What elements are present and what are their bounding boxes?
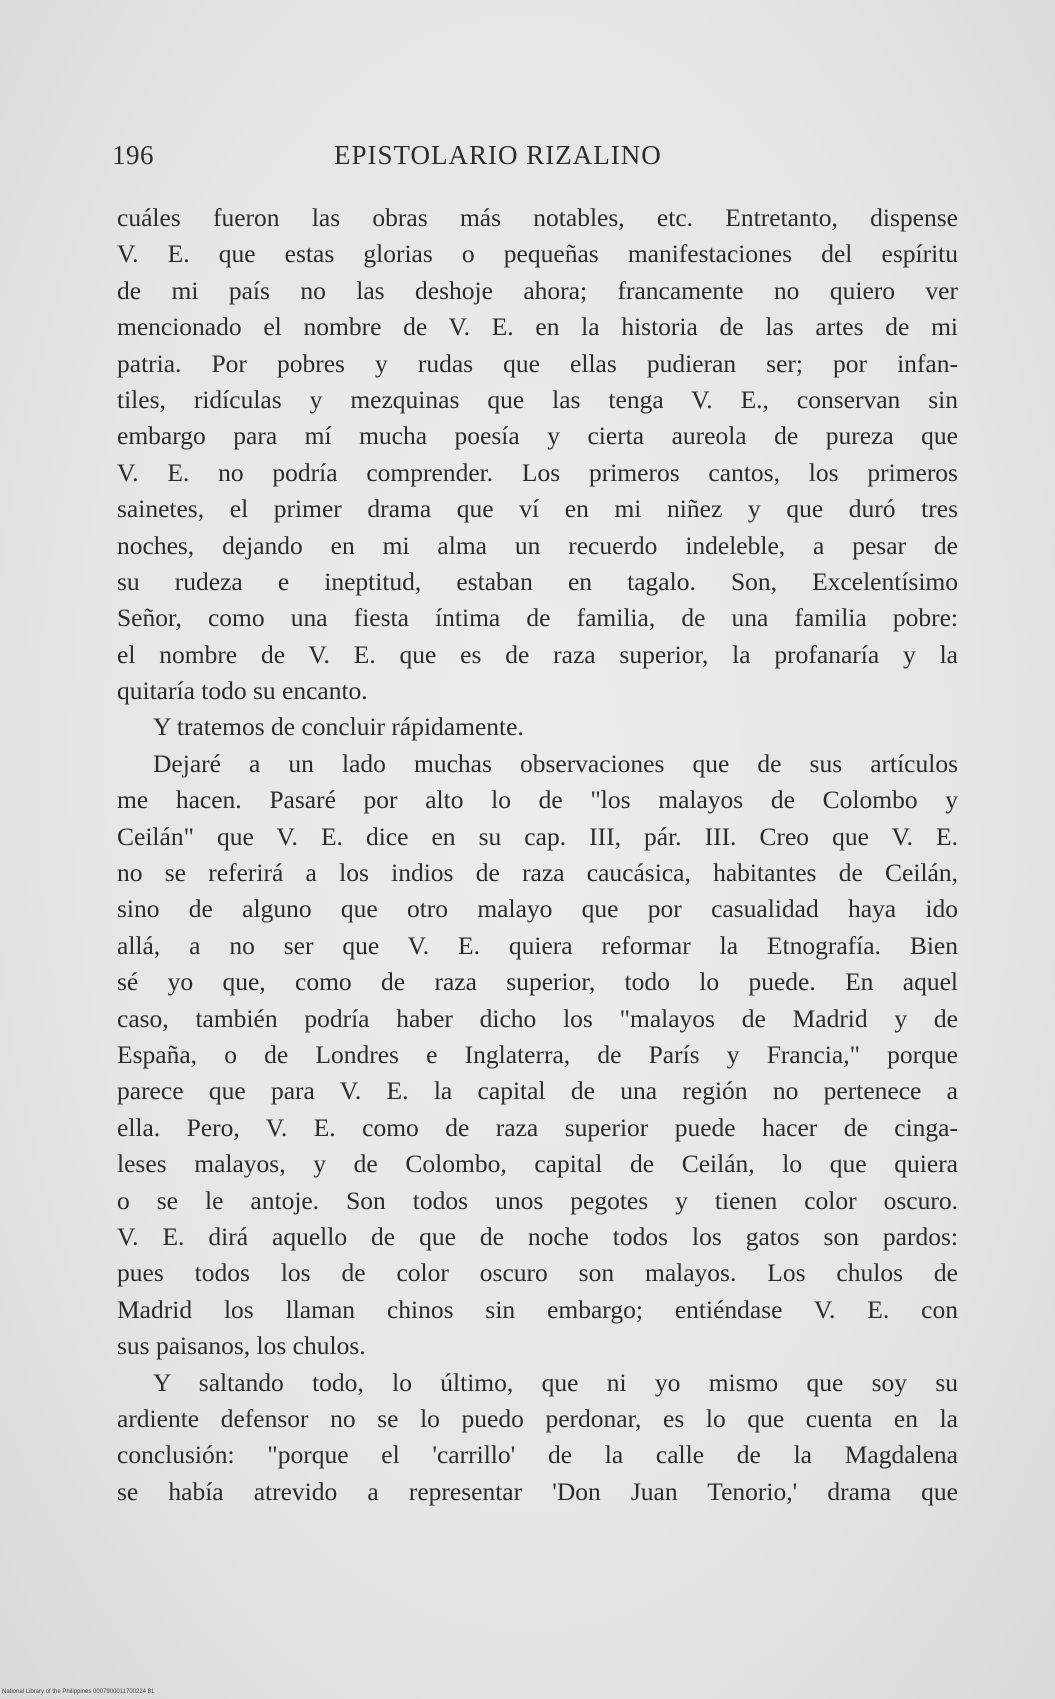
text-line: conclusión: "porque el 'carrillo' de la calle de la Magdalena (117, 1440, 958, 1470)
text-line: parece que para V. E. la capital de una región no pertenece a (117, 1076, 958, 1106)
text-line: sainetes, el primer drama que ví en mi niñez y que duró tres (117, 494, 958, 524)
text-line: Ceilán" que V. E. dice en su cap. III, pár. III. Creo que V. E. (117, 821, 958, 851)
text-line: España, o de Londres e Inglaterra, de París y Francia," porque (117, 1039, 958, 1069)
text-line: su rudeza e ineptitud, estaban en tagalo. Son, Excelentísimo (117, 566, 958, 596)
text-line: el nombre de V. E. que es de raza superior, la profanaría y la (117, 639, 958, 669)
text-line: caso, también podría haber dicho los "malayos de Madrid y de (117, 1003, 958, 1033)
text-line: mencionado el nombre de V. E. en la historia de las artes de mi (117, 312, 958, 342)
text-line: me hacen. Pasaré por alto lo de "los malayos de Colombo y (117, 785, 958, 815)
body-text (117, 200, 958, 1510)
archive-stamp: National Library of the Philippines 0007900011700224 81 (2, 1689, 155, 1695)
page-number: 196 (112, 140, 154, 170)
text-line: o se le antoje. Son todos unos pegotes y tienen color oscuro. (117, 1185, 958, 1215)
text-line: Dejaré a un lado muchas observaciones que de sus artículos (153, 748, 958, 778)
text-line: Madrid los llaman chinos sin embargo; entiéndase V. E. con (117, 1294, 958, 1324)
text-line: embargo para mí mucha poesía y cierta aureola de pureza que (117, 421, 958, 451)
text-line: Y saltando todo, lo último, que ni yo mismo que soy su (153, 1367, 958, 1397)
text-line: Y tratemos de concluir rápidamente. (153, 712, 524, 742)
text-line: pues todos los de color oscuro son malayos. Los chulos de (117, 1258, 958, 1288)
text-line: no se referirá a los indios de raza caucásica, habitantes de Ceilán, (117, 858, 958, 888)
text-line: sino de alguno que otro malayo que por casualidad haya ido (117, 894, 958, 924)
text-line: Señor, como una fiesta íntima de familia, de una familia pobre: (117, 603, 958, 633)
text-line: sus paisanos, los chulos. (117, 1331, 366, 1361)
text-line: se había atrevido a representar 'Don Juan Tenorio,' drama que (117, 1476, 958, 1506)
text-line: de mi país no las deshoje ahora; francamente no quiero ver (117, 275, 958, 305)
book-title: EPISTOLARIO RIZALINO (334, 140, 662, 170)
text-line: ardiente defensor no se lo puedo perdonar, es lo que cuenta en la (117, 1403, 958, 1433)
text-line: allá, a no ser que V. E. quiera reformar la Etnografía. Bien (117, 930, 958, 960)
text-line: cuáles fueron las obras más notables, etc. Entretanto, dispense (117, 203, 958, 232)
text-line: patria. Por pobres y rudas que ellas pudieran ser; por infan- (117, 348, 958, 378)
text-line: V. E. dirá aquello de que de noche todos los gatos son pardos: (117, 1221, 958, 1251)
text-line: sé yo que, como de raza superior, todo lo puede. En aquel (117, 967, 958, 997)
text-line: tiles, ridículas y mezquinas que las tenga V. E., conservan sin (117, 384, 958, 414)
text-line: leses malayos, y de Colombo, capital de Ceilán, lo que quiera (117, 1149, 958, 1179)
text-line: ella. Pero, V. E. como de raza superior puede hacer de cinga- (117, 1112, 958, 1142)
running-head (112, 140, 952, 180)
text-line: V. E. no podría comprender. Los primeros cantos, los primeros (117, 457, 958, 487)
text-line: V. E. que estas glorias o pequeñas manifestaciones del espíritu (117, 239, 958, 269)
text-line: quitaría todo su encanto. (117, 676, 368, 706)
text-line: noches, dejando en mi alma un recuerdo indeleble, a pesar de (117, 530, 958, 560)
